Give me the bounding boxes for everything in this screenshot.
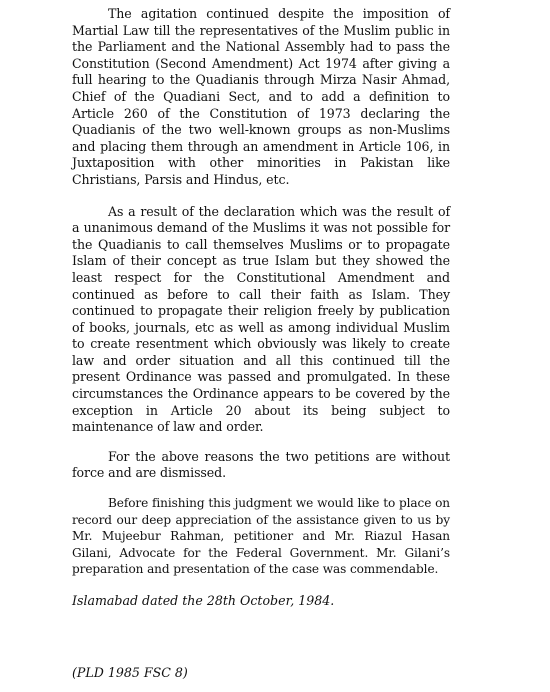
judgment-page: [72, 6, 450, 681]
paragraph-dismissal: For the above reasons the two petitions are without force and are dismissed.: [72, 448, 450, 481]
paragraph-declaration: As a result of the declaration which was the result of a unanimous demand of the Muslims it was not possible for the Quadianis to call themselves Muslims or to propagate Islam of their concept as true Islam but they showed the least respect for the Constitutional Amendment and continued as before to call their faith as Islam. They continued to propagate their religion freely by publication of books, journals, etc as well as among individual Muslim to create resentment which obviously was likely to create law and order situation and all this continued till the present Ordinance was passed and promulgated. In these circumstances the Ordinance appears to be covered by the exception in Article 20 about its being subject to maintenance of law and order.: [72, 203, 450, 435]
paragraph-appreciation: Before finishing this judgment we would like to place on record our deep appreciation of the assistance given to us by Mr. Mujeebur Rahman, petitioner and Mr. Riazul Hasan Gilani, Advocate for the Federal Government. Mr. Gilani’s preparation and presentation of the case was commendable.: [72, 496, 450, 577]
dateline: Islamabad dated the 28th October, 1984.: [72, 593, 335, 608]
paragraph-agitation: The agitation continued despite the imposition of Martial Law till the representatives of the Muslim public in the Parliament and the National Assembly had to pass the Constitution (Second Amendment) Act 1974 after giving a full hearing to the Quadianis through Mirza Nasir Ahmad, Chief of the Quadiani Sect, and to add a definition to Article 260 of the Constitution of 1973 declaring the Quadianis of the two well-known groups as non-Muslims and placing them through an amendment in Article 106, in Juxtaposition with other minorities in Pakistan like Christians, Parsis and Hindus, etc.: [72, 6, 450, 187]
citation: (PLD 1985 FSC 8): [72, 665, 188, 680]
